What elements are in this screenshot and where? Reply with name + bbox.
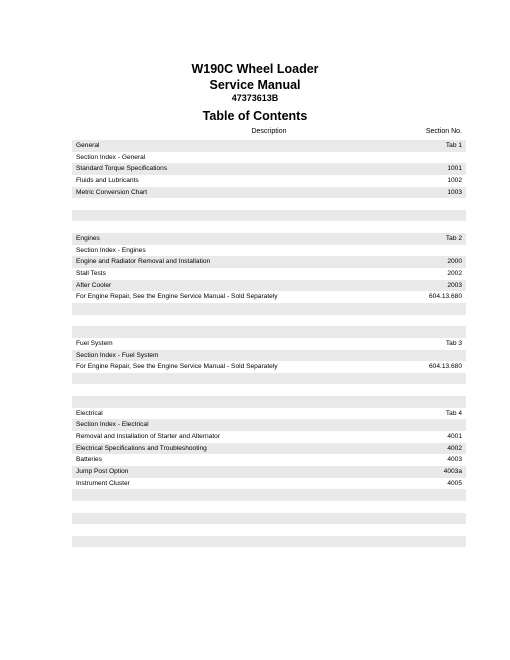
toc-row-label: Fluids and Lubricants: [76, 176, 139, 184]
toc-row-label: For Engine Repair, See the Engine Service Manual - Sold Separately: [76, 363, 278, 371]
description-column-label: Description: [251, 128, 287, 135]
toc-row-section-number: 4003: [447, 456, 462, 464]
toc-row: [72, 350, 466, 362]
toc-row: [72, 408, 466, 420]
toc-row: [72, 256, 466, 268]
section-column-label: Section No.: [425, 128, 462, 135]
toc-row: [72, 373, 466, 385]
toc-row: [72, 315, 466, 327]
toc-row: [72, 338, 466, 350]
toc-row: [72, 175, 466, 187]
toc-row-section-number: Tab 2: [445, 235, 462, 243]
toc-row-section-number: Tab 4: [445, 409, 462, 417]
toc-row-label: Section Index - General: [76, 153, 146, 161]
toc-row: [72, 152, 466, 164]
toc-row-label: For Engine Repair, See the Engine Service Manual - Sold Separately: [76, 293, 278, 301]
toc-row-label: After Cooler: [76, 281, 112, 289]
toc-row-label: Batteries: [76, 456, 103, 464]
toc-row: [72, 187, 466, 199]
toc-row: [72, 466, 466, 478]
toc-row: [72, 431, 466, 443]
toc-row: [72, 536, 466, 548]
document-part-number: 47373613B: [231, 93, 279, 103]
toc-row-section-number: 4003a: [443, 467, 462, 475]
toc-row-label: Engine and Radiator Removal and Installation: [76, 258, 211, 266]
toc-row: [72, 513, 466, 525]
toc-row: [72, 478, 466, 490]
toc-row: [72, 280, 466, 292]
document-model-title: W190C Wheel Loader: [191, 62, 319, 76]
toc-row-section-number: 1001: [447, 165, 462, 173]
toc-row: [72, 233, 466, 245]
toc-row: [72, 524, 466, 536]
toc-row: [72, 384, 466, 396]
toc-row-label: General: [76, 142, 100, 149]
toc-row-section-number: 1003: [447, 188, 462, 196]
toc-row-label: Section Index - Electrical: [76, 421, 149, 429]
toc-row-label: Section Index - Fuel System: [76, 351, 159, 359]
toc-row-label: Stall Tests: [76, 270, 106, 278]
toc-row-label: Metric Conversion Chart: [76, 188, 148, 196]
toc-row-label: Electrical Specifications and Troubleshooting: [76, 444, 207, 452]
toc-row-section-number: 604.13.680: [428, 293, 462, 301]
toc-title: Table of Contents: [202, 109, 308, 123]
toc-row: [72, 268, 466, 280]
toc-row: [72, 489, 466, 501]
toc-row: [72, 326, 466, 338]
toc-row: [72, 303, 466, 315]
document-manual-title: Service Manual: [209, 78, 301, 92]
toc-row-label: Instrument Cluster: [76, 479, 130, 487]
toc-column-header: [72, 128, 466, 138]
toc-row-section-number: Tab 3: [445, 339, 462, 347]
toc-row-section-number: 604.13.680: [428, 363, 462, 371]
toc-row: [72, 140, 466, 152]
toc-row-label: Jump Post Option: [76, 467, 129, 475]
toc-row: [72, 501, 466, 513]
table-of-contents: [72, 140, 466, 559]
toc-row: [72, 547, 466, 559]
toc-row: [72, 198, 466, 210]
toc-row-label: Section Index - Engines: [76, 246, 146, 254]
toc-row-label: Engines: [76, 235, 100, 243]
toc-row: [72, 361, 466, 373]
toc-row-section-number: 4001: [447, 433, 462, 441]
toc-row: [72, 419, 466, 431]
toc-row: [72, 454, 466, 466]
toc-row-section-number: 2000: [447, 258, 462, 266]
toc-row-section-number: Tab 1: [445, 142, 462, 149]
toc-row: [72, 221, 466, 233]
toc-row-section-number: 1002: [447, 176, 462, 184]
toc-row: [72, 210, 466, 222]
toc-row-section-number: 4005: [447, 479, 462, 487]
toc-row-label: Fuel System: [76, 339, 113, 347]
toc-row: [72, 163, 466, 175]
toc-row: [72, 443, 466, 455]
toc-row: [72, 396, 466, 408]
toc-row-section-number: 2002: [447, 270, 462, 278]
toc-row: [72, 245, 466, 257]
toc-row-label: Electrical: [76, 409, 103, 417]
toc-row-label: Removal and Installation of Starter and Alternator: [76, 433, 221, 441]
toc-row-section-number: 4002: [447, 444, 462, 452]
toc-row-section-number: 2003: [447, 281, 462, 289]
toc-row-label: Standard Torque Specifications: [76, 165, 168, 173]
toc-row: [72, 291, 466, 303]
